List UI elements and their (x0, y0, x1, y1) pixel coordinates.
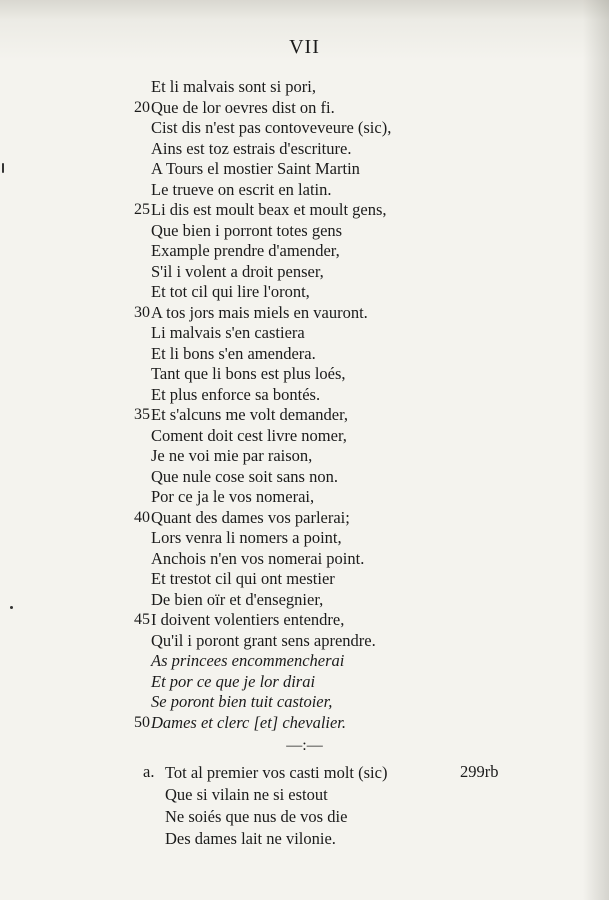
section-separator: —:— (286, 737, 323, 754)
verse-line (0, 425, 609, 446)
section-a-text: Que si vilain ne si estout (165, 785, 328, 804)
verse-line (0, 343, 609, 364)
verse-line (0, 712, 609, 733)
verse-line (0, 138, 609, 159)
verse-line (0, 671, 609, 692)
verse-line (0, 281, 609, 302)
verse-line (0, 97, 609, 118)
verse-line (0, 158, 609, 179)
verse-text: Li malvais s'en castiera (151, 323, 305, 342)
verse-line (0, 322, 609, 343)
verse-text: Je ne voi mie par raison, (151, 446, 313, 465)
verse-text: Et s'alcuns me volt demander, (151, 405, 349, 424)
section-a-line (0, 784, 609, 805)
verse-number: 25 (134, 201, 150, 218)
verse-line (0, 179, 609, 200)
margin-mark (2, 163, 4, 173)
verse-line (0, 117, 609, 138)
verse-line (0, 404, 609, 425)
verse-text: Qu'il i poront grant sens aprendre. (151, 630, 376, 650)
page-folio: VII (289, 36, 320, 58)
verse-line (0, 650, 609, 671)
section-a-line (0, 828, 609, 849)
verse-line (0, 220, 609, 241)
folio-reference: 299rb (460, 762, 499, 781)
verse-text: Quant des dames vos parlerai; (151, 507, 350, 527)
section-a-text: Tot al premier vos casti molt (sic) (165, 763, 388, 782)
verse-text: De bien oïr et d'ensegnier, (151, 589, 324, 609)
verse-text: Et li malvais sont si pori, (151, 77, 316, 96)
verse-text: Et trestot cil qui ont mestier (151, 569, 335, 588)
verse-text: Ains est toz estrais d'escriture. (151, 138, 352, 158)
verse-text: Por ce ja le vos nomerai, (151, 487, 315, 506)
verse-line (0, 568, 609, 589)
verse-text: Et por ce que je lor dirai (151, 671, 316, 691)
verse-line (0, 261, 609, 282)
verse-text: Li dis est moult beax et moult gens, (151, 200, 387, 219)
verse-text: Tant que li bons est plus loés, (151, 364, 346, 383)
verse-number: 35 (134, 406, 150, 423)
verse-text: Le trueve on escrit en latin. (151, 179, 332, 199)
verse-line (0, 630, 609, 651)
section-a-text: Des dames lait ne vilonie. (165, 829, 336, 848)
section-a-line (0, 762, 609, 783)
verse-text: A tos jors mais miels en vauront. (151, 302, 368, 322)
verse-text: A Tours el mostier Saint Martin (151, 159, 360, 178)
verse-text: Et li bons s'en amendera. (151, 343, 316, 363)
verse-line (0, 445, 609, 466)
verse-line (0, 691, 609, 712)
verse-line (0, 507, 609, 528)
verse-line (0, 363, 609, 384)
verse-text: Que bien i porront totes gens (151, 220, 343, 240)
verse-text: Que de lor oevres dist on fi. (151, 97, 335, 117)
verse-line (0, 302, 609, 323)
verse-text: Dames et clerc [et] chevalier. (151, 712, 347, 732)
verse-number: 50 (134, 713, 150, 731)
verse-text: Et plus enforce sa bontés. (151, 384, 321, 404)
verse-line (0, 199, 609, 220)
verse-line (0, 548, 609, 569)
verse-line (0, 527, 609, 548)
verse-number: 30 (134, 303, 150, 321)
verse-number: 45 (134, 611, 150, 628)
verse-text: Que nule cose soit sans non. (151, 466, 338, 486)
verse-number: 40 (134, 508, 150, 526)
verse-text: S'il i volent a droit penser, (151, 261, 324, 281)
verse-line (0, 76, 609, 97)
verse-text: Et tot cil qui lire l'oront, (151, 282, 310, 301)
section-marker: a. (143, 762, 155, 781)
section-a-line (0, 806, 609, 827)
verse-text: Cist dis n'est pas contoveveure (sic), (151, 118, 392, 137)
verse-text: Se poront bien tuit castoier, (151, 692, 333, 711)
verse-line (0, 466, 609, 487)
verse-line (0, 240, 609, 261)
verse-line (0, 486, 609, 507)
section-a-text: Ne soiés que nus de vos die (165, 807, 348, 826)
verse-number: 20 (134, 98, 150, 116)
verse-text: Coment doit cest livre nomer, (151, 425, 347, 445)
verse-text: Example prendre d'amender, (151, 241, 340, 260)
verse-text: Anchois n'en vos nomerai point. (151, 548, 365, 568)
margin-dot (10, 606, 13, 609)
verse-line (0, 609, 609, 630)
verse-text: I doivent volentiers entendre, (151, 610, 345, 629)
verse-line (0, 384, 609, 405)
verse-line (0, 589, 609, 610)
verse-text: Lors venra li nomers a point, (151, 528, 342, 547)
verse-text: As princees encommencherai (151, 651, 345, 670)
